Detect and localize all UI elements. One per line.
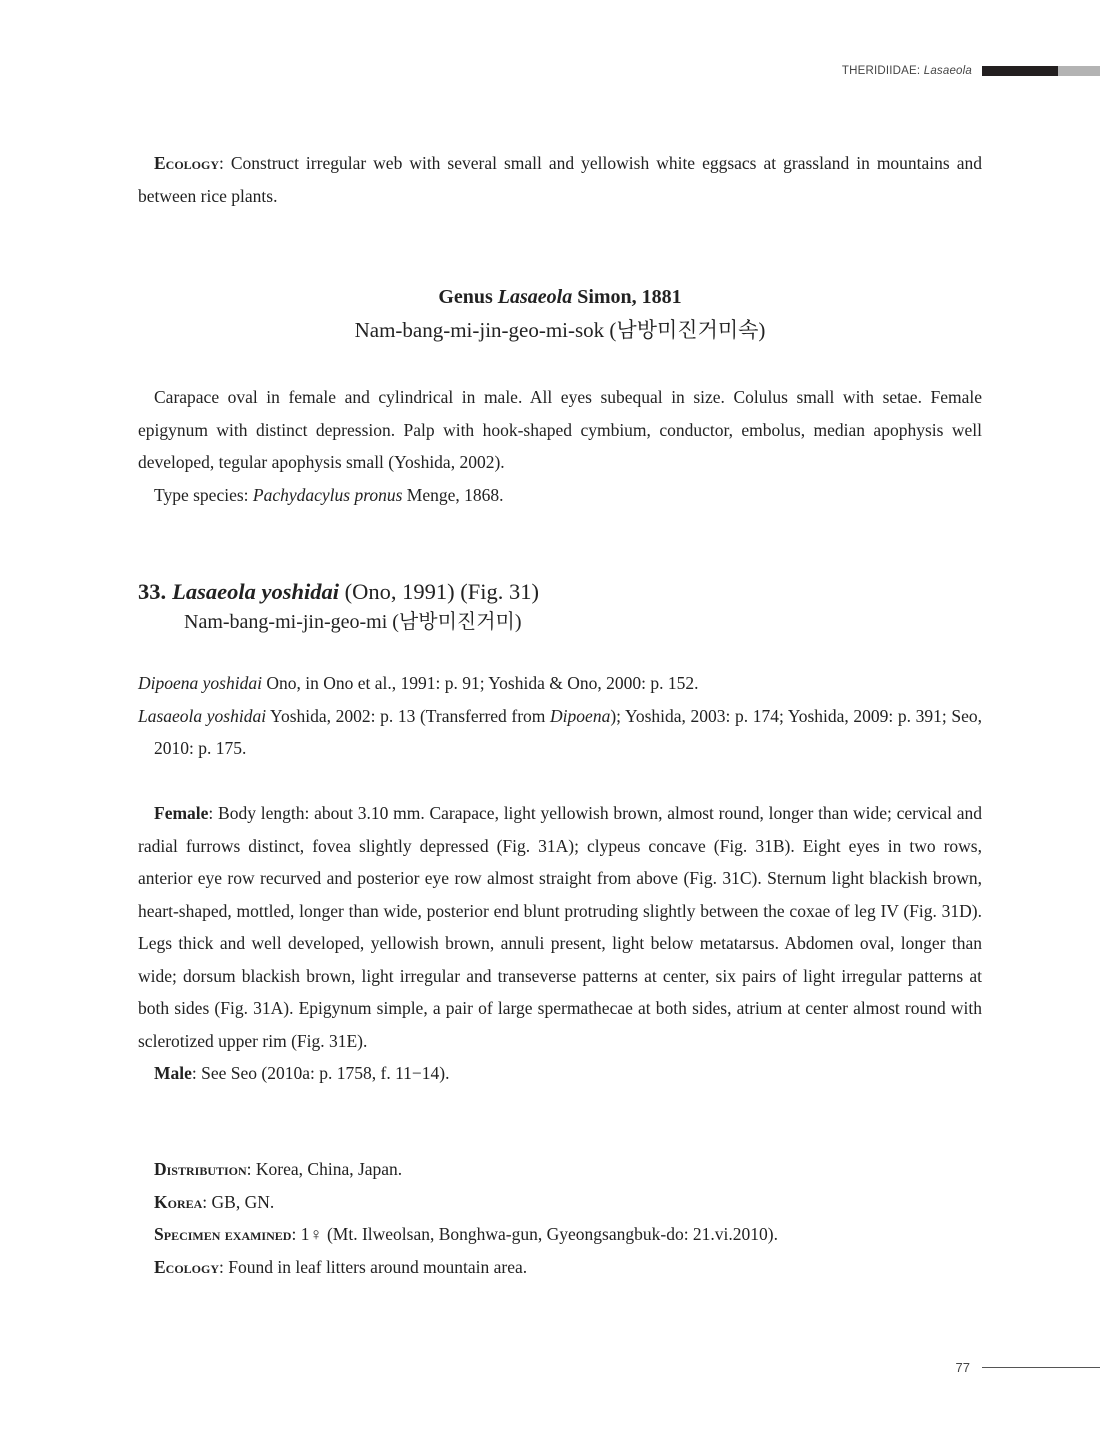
genus-description-block: [138, 381, 982, 511]
type-species-name: Pachydacylus pronus: [252, 484, 403, 505]
page-footer: [956, 1360, 1100, 1375]
synonymy-entry: [138, 667, 982, 700]
distribution-label: Distribution: [154, 1159, 247, 1179]
synonym-name: Dipoena yoshidai: [138, 673, 262, 693]
type-species: [138, 479, 982, 512]
species-title: [138, 577, 539, 607]
ecology-paragraph-1: [138, 147, 982, 212]
korea-text: : GB, GN.: [202, 1191, 275, 1212]
synonym-name: Lasaeola yoshidai: [138, 705, 267, 726]
specimen-examined: [138, 1218, 982, 1251]
ecology-label: Ecology: [154, 1256, 220, 1277]
ecology-text: : Construct irregular web with several small and yellowish white eggsacs at grassland in mountains and between rice plants.: [138, 153, 982, 206]
female-description: [138, 797, 982, 1057]
records-block: [138, 1153, 982, 1283]
synonym-refs: ); Yoshida, 2003: p. 174; Yoshida, 2009: p. 391; Seo, 2010: p. 175.: [154, 705, 982, 758]
distribution: [138, 1153, 982, 1186]
synonym-refs: Ono, in Ono et al., 1991: p. 91; Yoshida & Ono, 2000: p. 152.: [261, 673, 699, 693]
page-number: 77: [955, 1360, 970, 1375]
female-text: : Body length: about 3.10 mm. Carapace, light yellowish brown, almost round, longer than wide; cervical and radial furrows distinct, fovea slightly depressed (Fig. 31A); clypeus concave (Fig. 31B). Eight eyes in two rows, anterior eye row recurved and posterior eye row almost straight from above (Fig. 31C). Sternum light blackish brown, heart-shaped, mottled, longer than wide, posterior end blunt protruding slightly between the coxae of leg IV (Fig. 31D). Legs thick and well developed, yellowish brown, annuli present, light below metatarsus. Abdomen oval, longer than wide; dorsum blackish brown, light irregular and transeverse patterns at center, six pairs of light irregular patterns at both sides (Fig. 31A). Epigynum simple, a pair of large spermathecae at both sides, atrium at center almost round with sclerotized upper rim (Fig. 31E).: [138, 803, 982, 1051]
male-description: [138, 1057, 982, 1090]
running-head-text: [842, 65, 972, 77]
distribution-text: : Korea, China, Japan.: [246, 1159, 403, 1179]
header-bar-light: [1058, 66, 1100, 76]
genus-heading: [138, 283, 982, 347]
type-species-author: Menge, 1868.: [402, 484, 504, 505]
male-text: : See Seo (2010a: p. 1758, f. 11−14).: [191, 1063, 450, 1083]
running-head: [842, 64, 1100, 78]
genus-name: Lasaeola: [497, 286, 573, 308]
species-number: 33.: [138, 579, 167, 604]
running-head-genus: Lasaeola: [923, 65, 972, 77]
genus-title: [138, 283, 982, 311]
male-label: Male: [154, 1063, 192, 1083]
specimen-label: Specimen examined: [154, 1224, 292, 1244]
korea-records: [138, 1186, 982, 1219]
genus-author: Simon, 1881: [572, 286, 682, 308]
genus-korean-name: Nam-bang-mi-jin-geo-mi-sok (남방미진거미속): [354, 318, 766, 342]
species-heading: [138, 577, 539, 637]
ecology-paragraph-2: [138, 1251, 982, 1284]
synonymy-list: [138, 667, 982, 765]
genus-prefix: Genus: [438, 286, 498, 308]
species-korean-name: Nam-bang-mi-jin-geo-mi (남방미진거미): [184, 611, 522, 633]
species-author: (Ono, 1991) (Fig. 31): [339, 579, 539, 604]
specimen-text: : 1♀ (Mt. Ilweolsan, Bonghwa-gun, Gyeongsangbuk-do: 21.vi.2010).: [291, 1224, 778, 1244]
synonymy-entry: [138, 700, 982, 765]
genus-description: Carapace oval in female and cylindrical in male. All eyes subequal in size. Colulus small with setae. Female epigynum with distinct depression. Palp with hook-shaped cymbium, conductor, embolus, median apophysis well developed, tegular apophysis small (Yoshida, 2002).: [138, 387, 982, 472]
female-label: Female: [154, 803, 209, 823]
synonym-refs: Yoshida, 2002: p. 13 (Transferred from: [266, 705, 551, 726]
header-bar-dark: [982, 66, 1058, 76]
description-block: [138, 797, 982, 1090]
type-species-label: Type species:: [154, 484, 253, 505]
ecology-label: Ecology: [154, 153, 220, 173]
species-name: Lasaeola yoshidai: [172, 579, 339, 604]
footer-rule: [982, 1367, 1100, 1368]
ecology-text: : Found in leaf litters around mountain area.: [219, 1256, 528, 1277]
korea-label: Korea: [154, 1191, 203, 1212]
synonym-genus: Dipoena: [550, 705, 611, 726]
running-head-family: THERIDIIDAE:: [841, 65, 921, 77]
